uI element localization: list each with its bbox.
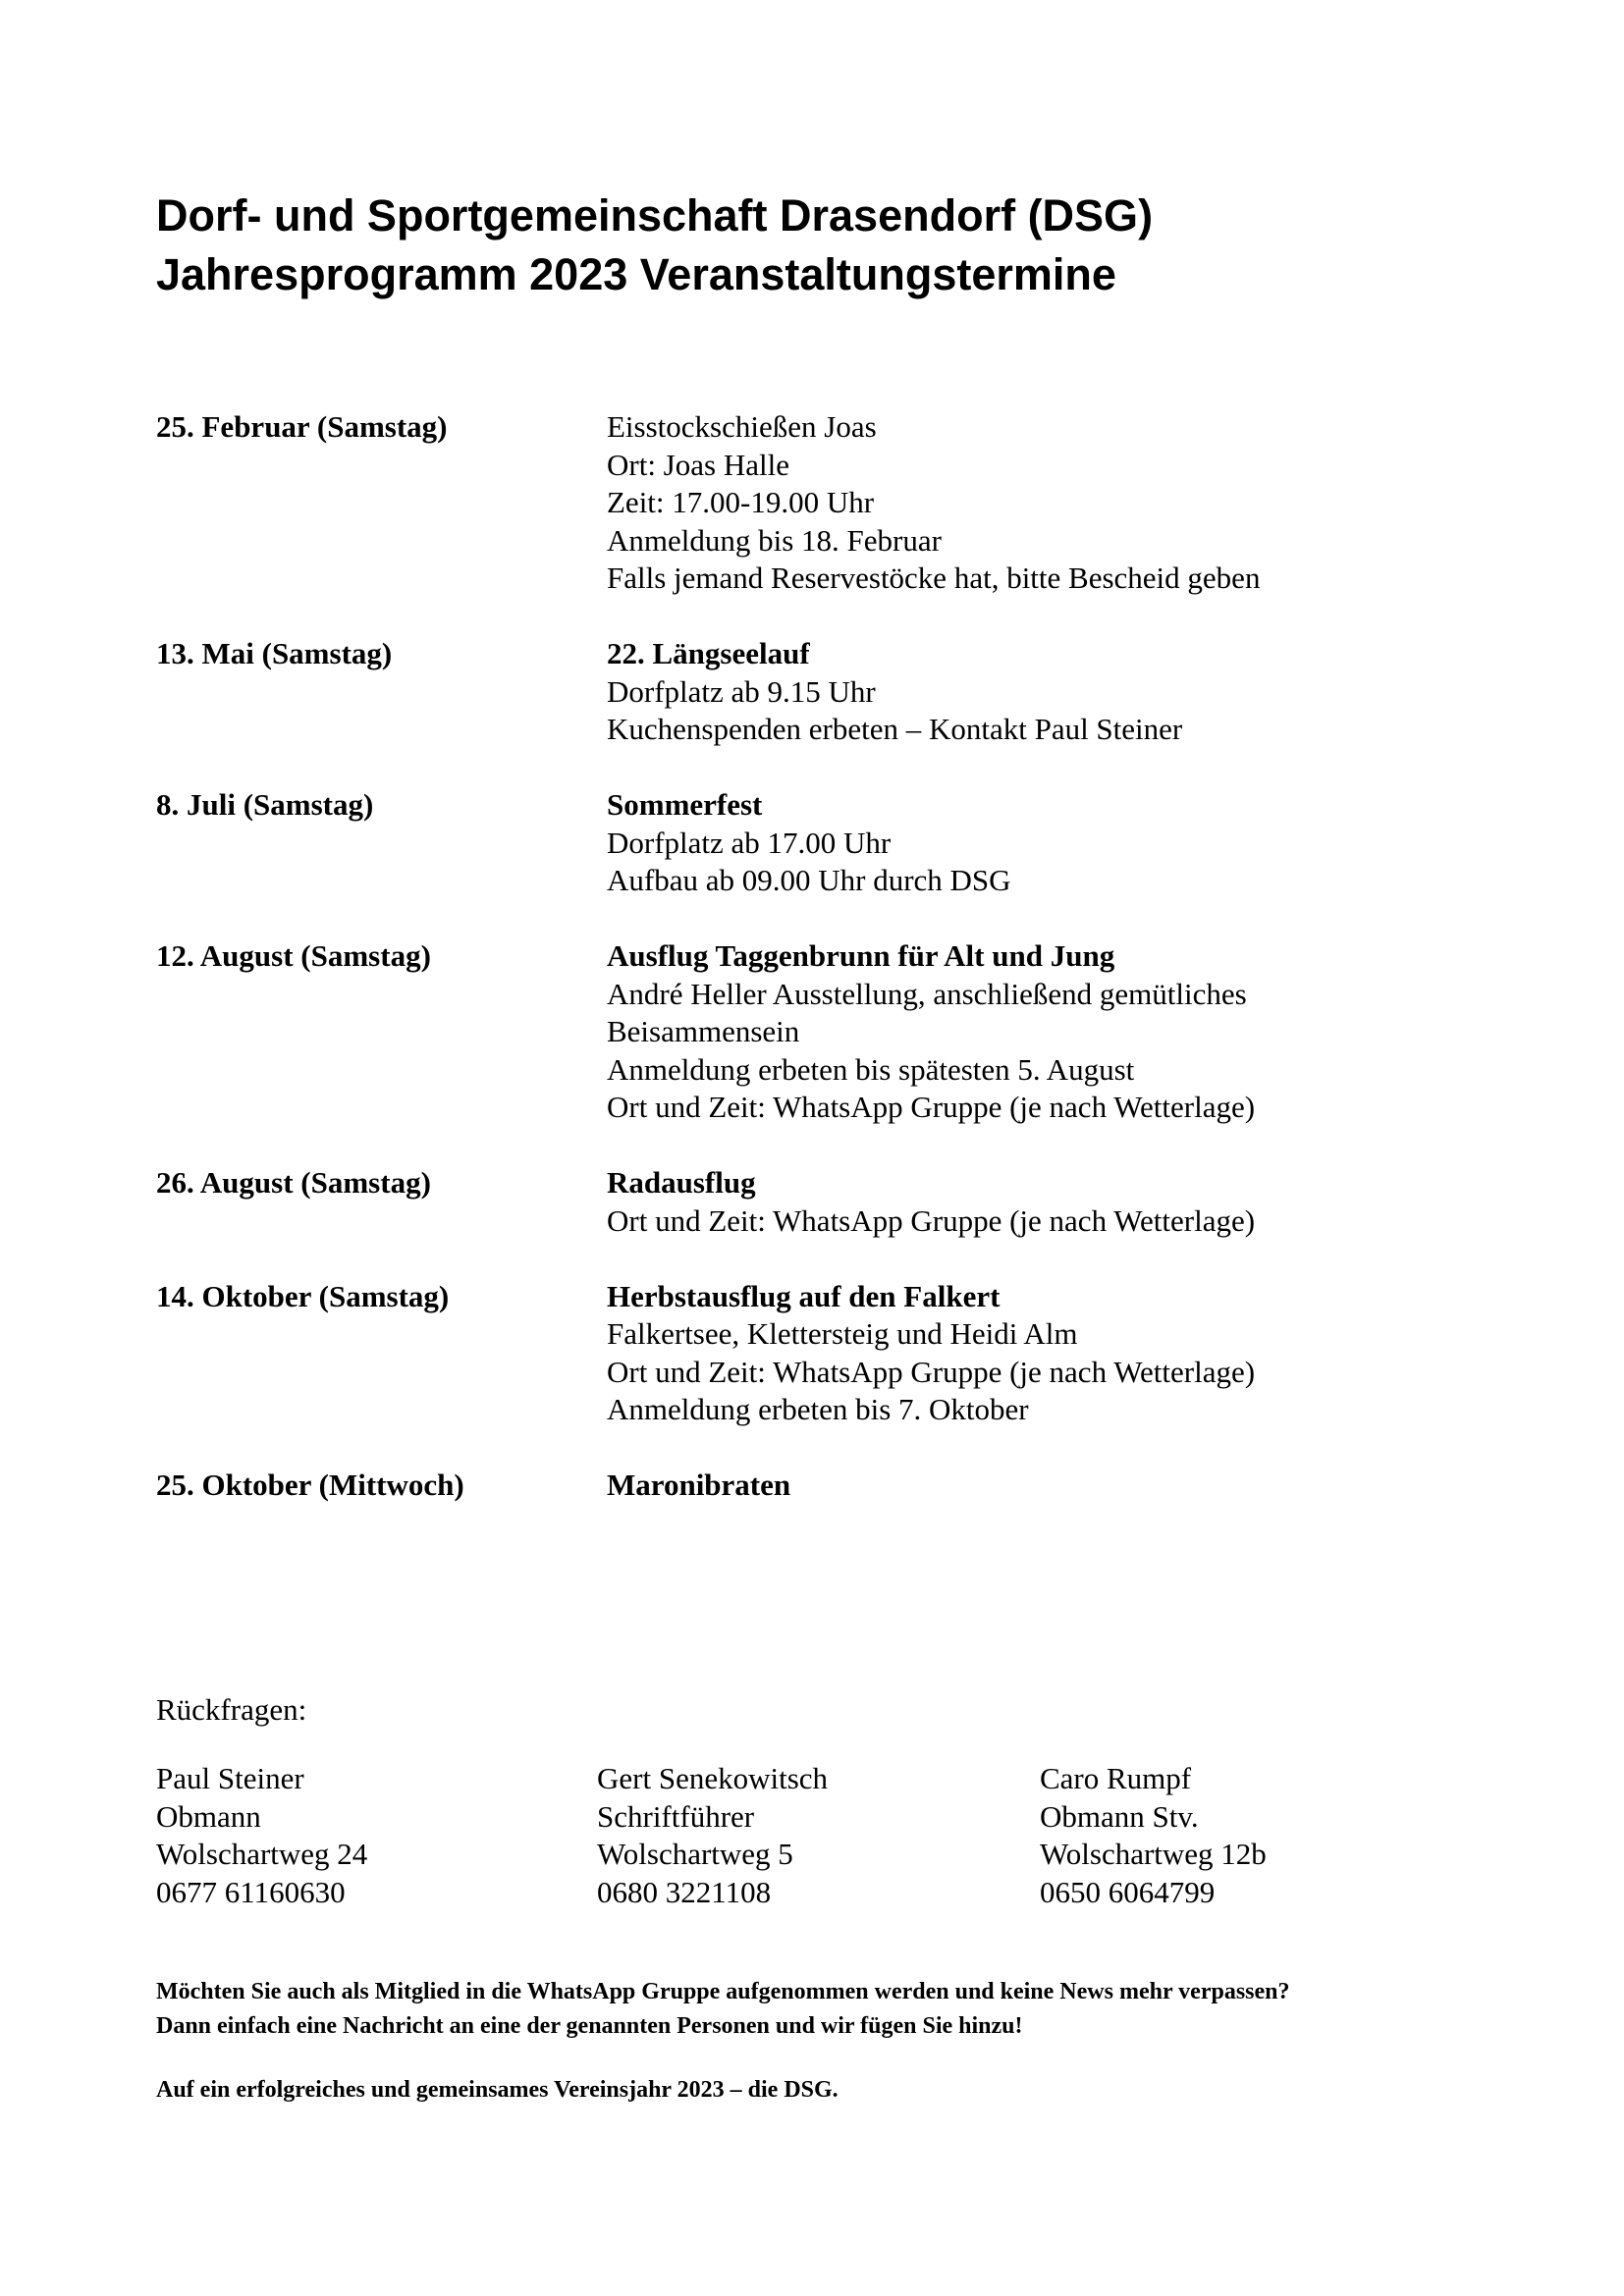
title-line-1: Dorf- und Sportgemeinschaft Drasendorf (DSG) bbox=[156, 190, 1154, 240]
contact-caro-rumpf bbox=[1040, 1760, 1267, 1911]
event-details bbox=[607, 1467, 1531, 1505]
closing-note bbox=[156, 2073, 1531, 2108]
event-detail-line: Beisammensein bbox=[607, 1014, 800, 1048]
event-detail-line: Dorfplatz ab 17.00 Uhr bbox=[607, 825, 892, 860]
event-detail-line: Aufbau ab 09.00 Uhr durch DSG bbox=[607, 863, 1011, 897]
event-detail-line: Ort und Zeit: WhatsApp Gruppe (je nach Wetterlage) bbox=[607, 1090, 1256, 1124]
contact-role: Obmann Stv. bbox=[1040, 1798, 1199, 1834]
page-title bbox=[156, 187, 1153, 304]
event-detail-line: Falkertsee, Klettersteig und Heidi Alm bbox=[607, 1316, 1078, 1351]
contact-paul-steiner bbox=[156, 1760, 367, 1911]
event-title: Eisstockschießen Joas bbox=[607, 409, 877, 444]
event-detail-line: Ort und Zeit: WhatsApp Gruppe (je nach Wetterlage) bbox=[607, 1202, 1256, 1238]
event-detail-line: Zeit: 17.00-19.00 Uhr bbox=[607, 485, 875, 519]
event-item bbox=[156, 408, 1531, 598]
contact-phone: 0680 3221108 bbox=[597, 1874, 772, 1909]
whatsapp-notice-line-1: Möchten Sie auch als Mitglied in die WhatsApp Gruppe aufgenommen werden und keine News mehr verpassen? bbox=[156, 1979, 1290, 2004]
contact-phone: 0677 61160630 bbox=[156, 1874, 346, 1909]
event-item bbox=[156, 1164, 1531, 1240]
contact-name: Paul Steiner bbox=[156, 1761, 304, 1795]
event-item bbox=[156, 786, 1531, 900]
contact-phone: 0650 6064799 bbox=[1040, 1874, 1216, 1909]
event-date: 13. Mai (Samstag) bbox=[156, 636, 393, 670]
title-line-2: Jahresprogramm 2023 Veranstaltungstermine bbox=[156, 249, 1116, 299]
event-title: Maronibraten bbox=[607, 1468, 791, 1502]
event-detail-line: Falls jemand Reservestöcke hat, bitte Bescheid geben bbox=[607, 561, 1261, 595]
event-item bbox=[156, 635, 1531, 749]
event-detail-line: André Heller Ausstellung, anschließend gemütliches bbox=[607, 976, 1247, 1011]
event-title: Sommerfest bbox=[607, 787, 763, 822]
contact-address: Wolschartweg 12b bbox=[1040, 1837, 1267, 1871]
event-date: 8. Juli (Samstag) bbox=[156, 787, 374, 822]
event-details bbox=[607, 937, 1531, 1127]
event-item bbox=[156, 937, 1531, 1127]
event-detail-line: Kuchenspenden erbeten – Kontakt Paul Steiner bbox=[607, 712, 1183, 746]
event-detail-line: Anmeldung erbeten bis spätesten 5. August bbox=[607, 1051, 1135, 1087]
whatsapp-notice-line-2: Dann einfach eine Nachricht an eine der genannten Personen und wir fügen Sie hinzu! bbox=[156, 2013, 1023, 2039]
contact-intro: Rückfragen: bbox=[156, 1692, 307, 1727]
event-details bbox=[607, 1164, 1531, 1240]
event-details bbox=[607, 408, 1531, 598]
event-item bbox=[156, 1278, 1531, 1429]
event-date: 14. Oktober (Samstag) bbox=[156, 1278, 450, 1313]
closing-line: Auf ein erfolgreiches und gemeinsames Vereinsjahr 2023 – die DSG. bbox=[156, 2077, 839, 2103]
event-item bbox=[156, 1467, 1531, 1505]
contact-role: Schriftführer bbox=[597, 1798, 755, 1834]
event-date: 12. August (Samstag) bbox=[156, 938, 431, 973]
contact-name: Caro Rumpf bbox=[1040, 1761, 1192, 1795]
contact-address: Wolschartweg 24 bbox=[156, 1837, 368, 1871]
event-title: Radausflug bbox=[607, 1165, 756, 1200]
contact-gert-senekowitsch bbox=[597, 1760, 828, 1911]
event-date: 25. Oktober (Mittwoch) bbox=[156, 1468, 464, 1502]
contact-address: Wolschartweg 5 bbox=[597, 1837, 793, 1871]
event-detail-line: Ort: Joas Halle bbox=[607, 447, 789, 482]
event-title: 22. Längseelauf bbox=[607, 636, 810, 670]
event-detail-line: Anmeldung erbeten bis 7. Oktober bbox=[607, 1392, 1029, 1426]
event-detail-line: Ort und Zeit: WhatsApp Gruppe (je nach Wetterlage) bbox=[607, 1354, 1256, 1389]
event-details bbox=[607, 1278, 1531, 1429]
event-detail-line: Anmeldung bis 18. Februar bbox=[607, 522, 942, 558]
event-date: 25. Februar (Samstag) bbox=[156, 409, 448, 444]
event-list bbox=[156, 408, 1531, 1542]
whatsapp-notice bbox=[156, 1975, 1531, 2044]
contact-name: Gert Senekowitsch bbox=[597, 1761, 829, 1795]
event-details bbox=[607, 635, 1531, 749]
contact-role: Obmann bbox=[156, 1798, 261, 1834]
event-details bbox=[607, 786, 1531, 900]
event-detail-line: Dorfplatz ab 9.15 Uhr bbox=[607, 673, 876, 709]
event-title: Herbstausflug auf den Falkert bbox=[607, 1278, 1001, 1313]
event-date: 26. August (Samstag) bbox=[156, 1165, 431, 1200]
event-title: Ausflug Taggenbrunn für Alt und Jung bbox=[607, 938, 1115, 973]
